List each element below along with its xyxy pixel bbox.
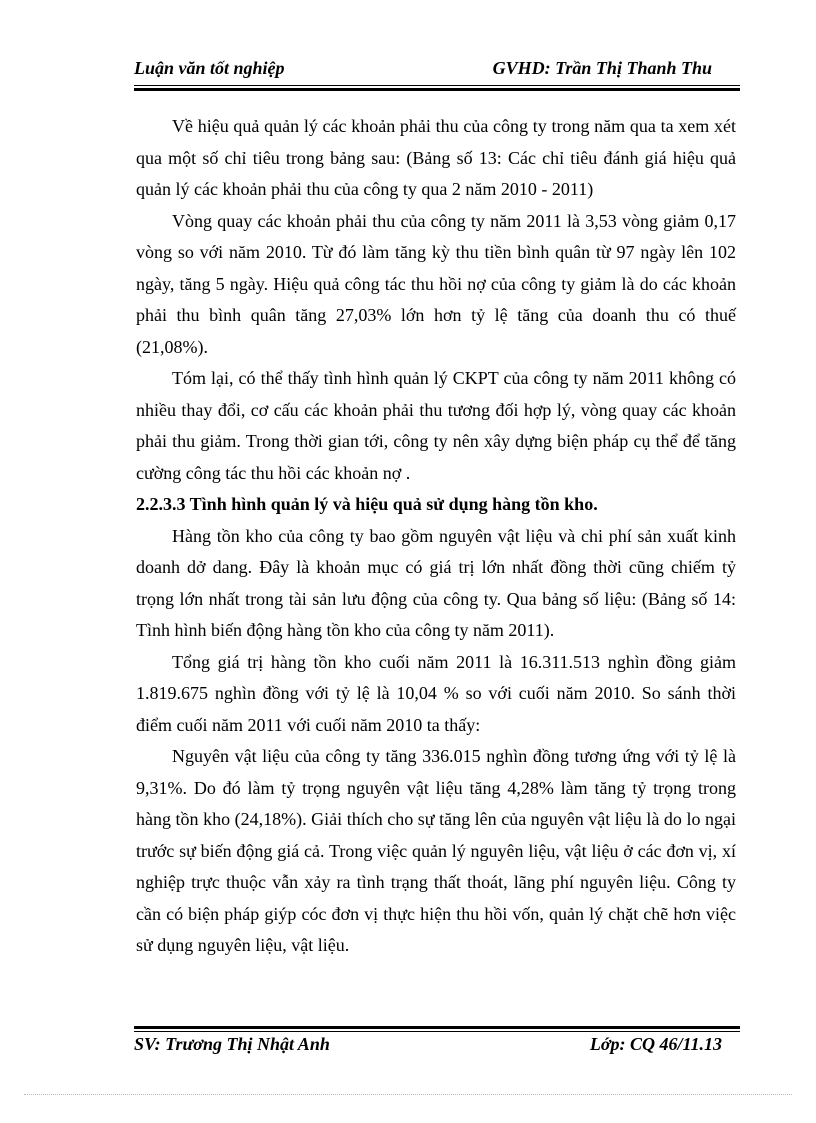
paragraph-receivables-turnover: Vòng quay các khoản phải thu của công ty năm 2011 là 3,53 vòng giảm 0,17 vòng so với năm 2010. Từ đó làm tăng kỳ thu tiền bình quân từ 97 ngày lên 102 ngày, tăng 5 ngày. Hiệu quả công tác thu hồi nợ của công ty giảm là do các khoản phải thu bình quân tăng 27,03% lớn hơn tỷ lệ tăng của doanh thu có thuế (21,08%). — [136, 210, 736, 357]
section-heading: 2.2.3.3 Tình hình quản lý và hiệu quả sử dụng hàng tồn kho. — [136, 494, 598, 514]
paragraph-inventory-composition: Hàng tồn kho của công ty bao gồm nguyên vật liệu và chi phí sản xuất kinh doanh dở dang. Đây là khoản mục có giá trị lớn nhất đồng thời cũng chiếm tỷ trọng lớn nhất trong tài sản lưu động của công ty. Qua bảng số liệu: (Bảng số 14: Tình hình biến động hàng tồn kho của công ty năm 2011). — [136, 525, 736, 640]
footer-student: SV: Trương Thị Nhật Anh — [134, 1034, 330, 1054]
paragraph-inventory-total: Tổng giá trị hàng tồn kho cuối năm 2011 là 16.311.513 nghìn đồng giảm 1.819.675 nghìn đồng với tỷ lệ là 10,04 % so với cuối năm 2010. So sánh thời điểm cuối năm 2011 với cuối năm 2010 ta thấy: — [136, 651, 736, 735]
page-bottom-border — [24, 1094, 792, 1095]
footer-class: Lớp: CQ 46/11.13 — [589, 1034, 722, 1054]
footer-rule-thick — [134, 1026, 740, 1029]
paragraph-summary: Tóm lại, có thể thấy tình hình quản lý CKPT của công ty năm 2011 không có nhiều thay đổi, cơ cấu các khoản phải thu tương đối hợp lý, vòng quay các khoản phải thu giảm. Trong thời gian tới, công ty nên xây dựng biện pháp cụ thể để tăng cường công tác thu hồi các khoản nợ . — [136, 368, 736, 483]
header-thesis-title: Luận văn tốt nghiệp — [134, 58, 285, 78]
header-advisor: GVHD: Trần Thị Thanh Thu — [492, 58, 712, 78]
header-rule-thin — [134, 85, 740, 86]
page-header — [134, 58, 740, 84]
header-rule-thick — [134, 88, 740, 91]
page-footer — [134, 1034, 740, 1060]
paragraph-raw-materials: Nguyên vật liệu của công ty tăng 336.015 nghìn đồng tương ứng với tỷ lệ là 9,31%. Do đó làm tỷ trọng nguyên vật liệu tăng 4,28% làm tăng tỷ trọng trong hàng tồn kho (24,18%). Giải thích cho sự tăng lên của nguyên vật liệu là do lo ngại trước sự biến động giá cả. Trong việc quản lý nguyên liệu, vật liệu ở các đơn vị, xí nghiệp trực thuộc vẫn xảy ra tình trạng thất thoát, lãng phí nguyên liệu. Công ty cần có biện pháp giýp cóc đơn vị thực hiện thu hồi vốn, quản lý chặt chẽ hơn việc sử dụng nguyên liệu, vật liệu. — [136, 746, 736, 955]
body-text — [136, 111, 736, 962]
footer-rule-thin — [134, 1031, 740, 1032]
paragraph-receivables-efficiency: Về hiệu quả quản lý các khoản phải thu của công ty trong năm qua ta xem xét qua một số chỉ tiêu trong bảng sau: (Bảng số 13: Các chỉ tiêu đánh giá hiệu quả quản lý các khoản phải thu của công ty qua 2 năm 2010 - 2011) — [136, 116, 736, 199]
